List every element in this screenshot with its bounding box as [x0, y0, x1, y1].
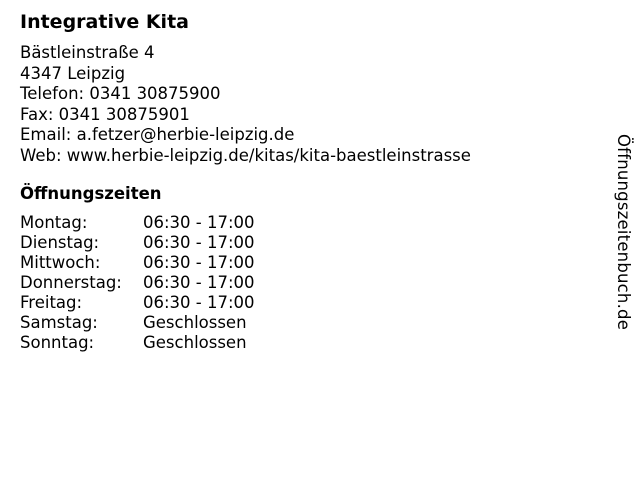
day-label: Sonntag:	[20, 333, 95, 352]
time-value: 06:30 - 17:00	[143, 213, 255, 232]
day-label: Freitag:	[20, 293, 83, 312]
website-url: Web: www.herbie-leipzig.de/kitas/kita-baestleinstrasse	[20, 145, 471, 165]
day-label: Mittwoch:	[20, 253, 101, 272]
day-label: Samstag:	[20, 313, 98, 332]
email-address: Email: a.fetzer@herbie-leipzig.de	[20, 125, 295, 144]
business-name: Integrative Kita	[20, 11, 189, 33]
time-value: 06:30 - 17:00	[143, 253, 255, 272]
opening-hours-heading: Öffnungszeiten	[20, 184, 162, 203]
time-value: 06:30 - 17:00	[143, 293, 255, 312]
day-label: Montag:	[20, 213, 88, 232]
fax-number: Fax: 0341 30875901	[20, 104, 190, 124]
time-value: 06:30 - 17:00	[143, 273, 255, 292]
phone-number: Telefon: 0341 30875900	[20, 84, 221, 103]
contact-details	[20, 43, 471, 166]
street-address: Bästleinstraße 4	[20, 43, 155, 62]
city-postcode: 4347 Leipzig	[20, 63, 126, 83]
day-label: Dienstag:	[20, 233, 100, 252]
time-value: Geschlossen	[143, 313, 247, 332]
time-value: Geschlossen	[143, 333, 247, 352]
time-value: 06:30 - 17:00	[143, 233, 255, 252]
brand-watermark: Öffnungszeitenbuch.de	[614, 134, 633, 331]
day-label: Donnerstag:	[20, 273, 122, 292]
